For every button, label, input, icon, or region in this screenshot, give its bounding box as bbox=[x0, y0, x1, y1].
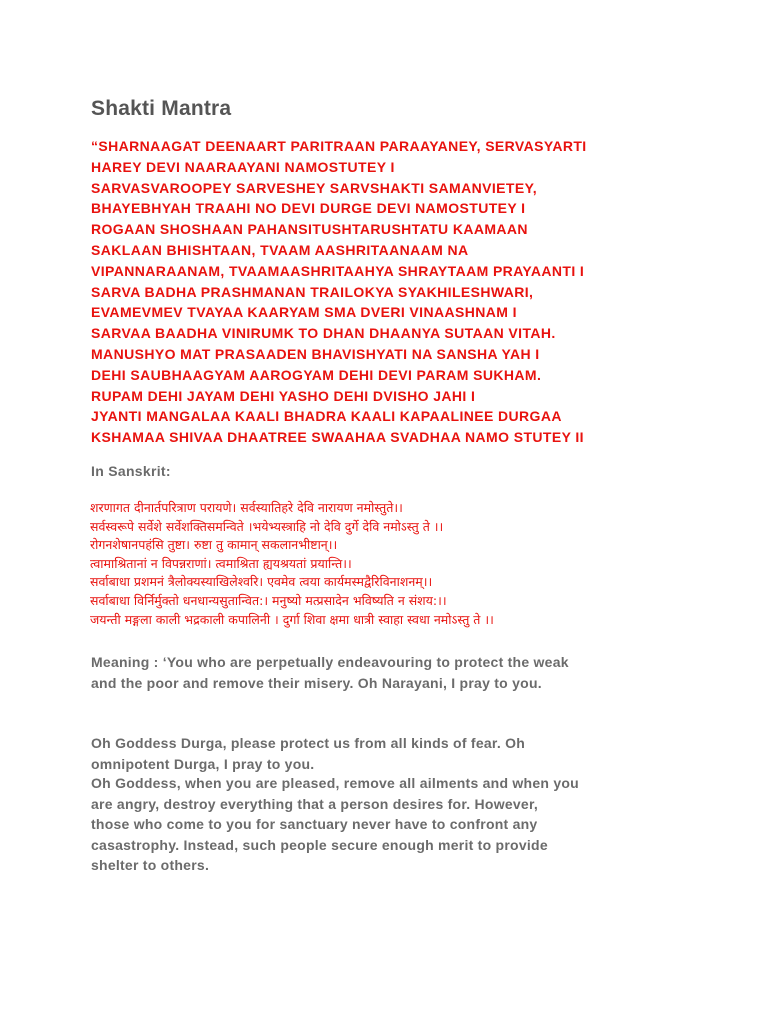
meaning-line: are angry, destroy everything that a person desires for. However, bbox=[91, 795, 539, 812]
meaning-line: and the poor and remove their misery. Oh Narayani, I pray to you. bbox=[91, 674, 542, 691]
mantra-line: SARVASVAROOPEY SARVESHEY SARVSHAKTI SAMANVIETEY, bbox=[91, 179, 538, 196]
meaning-line: casastrophy. Instead, such people secure enough merit to provide bbox=[91, 836, 548, 853]
mantra-line: JYANTI MANGALAA KAALI BHADRA KAALI KAPAALINEE DURGAA bbox=[91, 408, 562, 425]
meaning-line: shelter to others. bbox=[91, 857, 210, 873]
sanskrit-line: शरणागत दीनार्तपरित्राण परायणे। सर्वस्यातिहरे देवि नारायण नमोस्तुते।। bbox=[90, 500, 403, 515]
meaning-line: Oh Goddess Durga, please protect us from all kinds of fear. Oh bbox=[91, 735, 526, 751]
sanskrit-line: त्वामाश्रितानां न विपन्नराणां। त्वमाश्रिता ह्ययश्रयतां प्रयान्ति।। bbox=[90, 555, 352, 571]
mantra-line: KSHAMAA SHIVAA DHAATREE SWAAHAA SVADHAA NAMO STUTEY II bbox=[91, 429, 584, 446]
mantra-line: ROGAAN SHOSHAAN PAHANSITUSHTARUSHTATU KAAMAAN bbox=[91, 221, 528, 238]
mantra-line: EVAMEVMEV TVAYAA KAARYAM SMA DVERI VINAASHNAM I bbox=[91, 304, 517, 321]
mantra-line: VIPANNARAANAM, TVAAMAASHRITAAHYA SHRAYTAAM PRAYAANTI I bbox=[91, 262, 585, 279]
meaning-line: omnipotent Durga, I pray to you. bbox=[91, 755, 315, 772]
meaning-paragraph bbox=[91, 773, 691, 876]
meaning-paragraph bbox=[91, 652, 691, 693]
meaning-line: Oh Goddess, when you are pleased, remove all ailments and when you bbox=[91, 775, 579, 791]
sanskrit-line: सर्वाबाधा विर्निर्मुक्तो धनधान्यसुतान्वित:। मनुष्यो मत्प्रसादेन भविष्यति न संशय:।। bbox=[90, 592, 447, 608]
sanskrit-line: सर्वस्वरूपे सर्वेशे सर्वेशक्तिसमन्विते ।भयेभ्यस्त्राहि नो देवि दुर्गे देवि नमोऽस्तु ते ।। bbox=[90, 518, 444, 534]
mantra-line: RUPAM DEHI JAYAM DEHI YASHO DEHI DVISHO JAHI I bbox=[91, 387, 476, 404]
meaning-line: Meaning : ‘You who are perpetually endeavouring to protect the weak bbox=[91, 654, 569, 670]
mantra-line: “SHARNAAGAT DEENAART PARITRAAN PARAAYANEY, SERVASYARTI bbox=[91, 138, 587, 154]
mantra-line: DEHI SAUBHAAGYAM AAROGYAM DEHI DEVI PARAM SUKHAM. bbox=[91, 366, 542, 383]
meaning-line: those who come to you for sanctuary never have to confront any bbox=[91, 816, 538, 832]
sanskrit-line: सर्वाबाधा प्रशमनं त्रैलोक्यस्याखिलेश्वरि। एवमेव त्वया कार्यमस्मद्वैरिविनाशनम्।। bbox=[90, 574, 433, 590]
sanskrit-heading: In Sanskrit: bbox=[91, 463, 171, 479]
mantra-line: MANUSHYO MAT PRASAADEN BHAVISHYATI NA SANSHA YAH I bbox=[91, 345, 540, 362]
meaning-paragraph bbox=[91, 733, 691, 774]
mantra-line: BHAYEBHYAH TRAAHI NO DEVI DURGE DEVI NAMOSTUTEY I bbox=[91, 200, 526, 217]
mantra-line: SAKLAAN BHISHTAAN, TVAAM AASHRITAANAAM NA bbox=[91, 241, 469, 258]
mantra-line: HAREY DEVI NAARAAYANI NAMOSTUTEY I bbox=[91, 158, 395, 175]
sanskrit-line: रोगनशेषानपहंसि तुष्टा। रुष्टा तु कामान् सकलानभीष्टान्।। bbox=[90, 537, 338, 553]
sanskrit-line: जयन्ती मङ्गला काली भद्रकाली कपालिनी । दुर्गा शिवा क्षमा धात्री स्वाहा स्वधा नमोऽस्तु ते ।। bbox=[90, 611, 494, 627]
sanskrit-verses bbox=[90, 499, 494, 629]
mantra-transliteration bbox=[91, 136, 587, 448]
mantra-line: SARVAA BAADHA VINIRUMK TO DHAN DHAANYA SUTAAN VITAH. bbox=[91, 325, 556, 342]
page-title: Shakti Mantra bbox=[91, 97, 232, 120]
mantra-line: SARVA BADHA PRASHMANAN TRAILOKYA SYAKHILESHWARI, bbox=[91, 283, 534, 300]
